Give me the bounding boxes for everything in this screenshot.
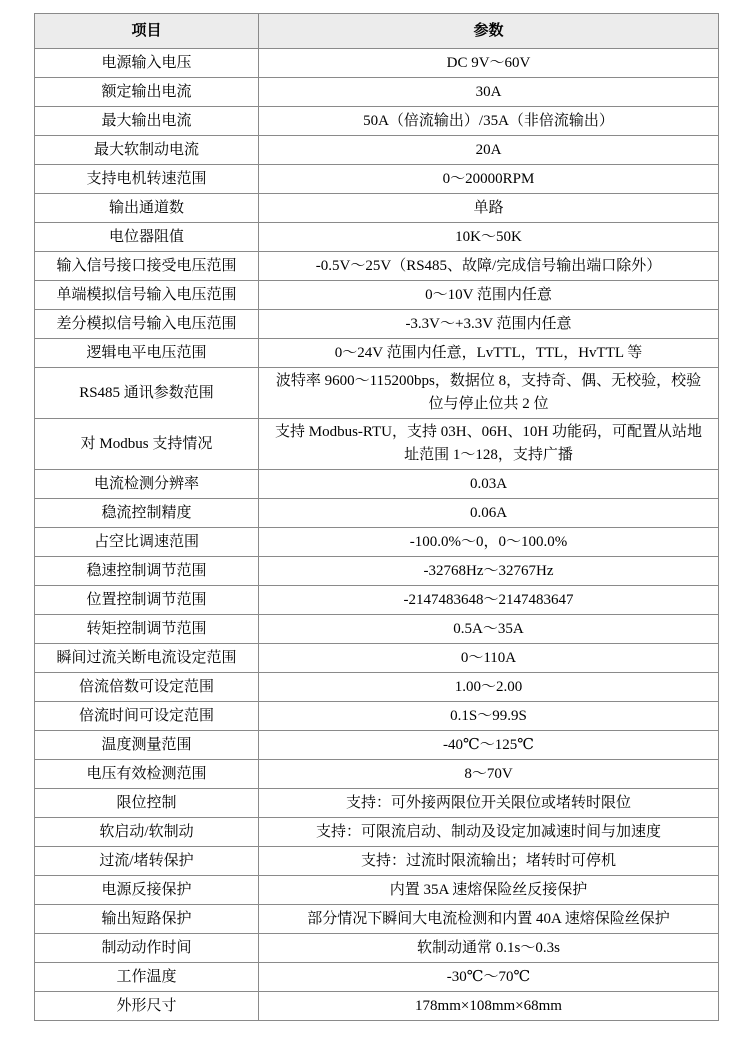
table-row <box>35 107 719 136</box>
spec-value-cell: -100.0%～0，0～100.0% <box>259 528 719 557</box>
table-row <box>35 194 719 223</box>
table-row <box>35 165 719 194</box>
spec-table-header <box>35 14 719 49</box>
spec-value-cell: 单路 <box>259 194 719 223</box>
spec-value-cell: 0.1S～99.9S <box>259 702 719 731</box>
table-row <box>35 368 719 419</box>
spec-value-cell: -3.3V～+3.3V 范围内任意 <box>259 310 719 339</box>
spec-value-cell: 0～20000RPM <box>259 165 719 194</box>
table-row <box>35 528 719 557</box>
spec-item-cell: 限位控制 <box>35 789 259 818</box>
spec-table <box>34 13 719 1021</box>
spec-item-cell: 稳流控制精度 <box>35 499 259 528</box>
spec-value-cell: 30A <box>259 78 719 107</box>
table-row <box>35 470 719 499</box>
spec-item-cell: 逻辑电平电压范围 <box>35 339 259 368</box>
table-row <box>35 78 719 107</box>
spec-value-cell: 0～10V 范围内任意 <box>259 281 719 310</box>
spec-item-cell: 温度测量范围 <box>35 731 259 760</box>
spec-item-cell: 外形尺寸 <box>35 992 259 1021</box>
spec-item-cell: 最大软制动电流 <box>35 136 259 165</box>
spec-value-cell: 部分情况下瞬间大电流检测和内置 40A 速熔保险丝保护 <box>259 905 719 934</box>
spec-value-cell: 50A（倍流输出）/35A（非倍流输出） <box>259 107 719 136</box>
spec-value-cell: 8～70V <box>259 760 719 789</box>
spec-item-cell: RS485 通讯参数范围 <box>35 368 259 419</box>
spec-item-cell: 位置控制调节范围 <box>35 586 259 615</box>
spec-value-cell: 0.5A～35A <box>259 615 719 644</box>
table-row <box>35 339 719 368</box>
spec-value-cell: 20A <box>259 136 719 165</box>
table-row <box>35 223 719 252</box>
spec-value-cell: -32768Hz～32767Hz <box>259 557 719 586</box>
table-row <box>35 992 719 1021</box>
table-row <box>35 252 719 281</box>
spec-value-cell: 支持：过流时限流输出；堵转时可停机 <box>259 847 719 876</box>
table-row <box>35 963 719 992</box>
header-cell-item: 项目 <box>35 14 259 49</box>
table-row <box>35 905 719 934</box>
table-row <box>35 760 719 789</box>
spec-item-cell: 额定输出电流 <box>35 78 259 107</box>
table-row <box>35 419 719 470</box>
table-row <box>35 731 719 760</box>
spec-item-cell: 输出通道数 <box>35 194 259 223</box>
table-row <box>35 499 719 528</box>
spec-item-cell: 电源输入电压 <box>35 49 259 78</box>
spec-value-cell: 0～24V 范围内任意，LvTTL，TTL，HvTTL 等 <box>259 339 719 368</box>
header-cell-param: 参数 <box>259 14 719 49</box>
spec-item-cell: 输出短路保护 <box>35 905 259 934</box>
spec-value-cell: 支持 Modbus-RTU，支持 03H、06H、10H 功能码，可配置从站地址范围 1～128，支持广播 <box>259 419 719 470</box>
spec-item-cell: 电位器阻值 <box>35 223 259 252</box>
spec-item-cell: 制动动作时间 <box>35 934 259 963</box>
spec-item-cell: 倍流时间可设定范围 <box>35 702 259 731</box>
table-row <box>35 934 719 963</box>
spec-item-cell: 占空比调速范围 <box>35 528 259 557</box>
spec-value-cell: 0～110A <box>259 644 719 673</box>
table-row <box>35 49 719 78</box>
spec-item-cell: 工作温度 <box>35 963 259 992</box>
spec-value-cell: 支持：可外接两限位开关限位或堵转时限位 <box>259 789 719 818</box>
spec-item-cell: 输入信号接口接受电压范围 <box>35 252 259 281</box>
spec-item-cell: 最大输出电流 <box>35 107 259 136</box>
spec-item-cell: 过流/堵转保护 <box>35 847 259 876</box>
spec-value-cell: DC 9V～60V <box>259 49 719 78</box>
spec-item-cell: 电压有效检测范围 <box>35 760 259 789</box>
spec-value-cell: 0.06A <box>259 499 719 528</box>
spec-value-cell: 10K～50K <box>259 223 719 252</box>
spec-value-cell: 波特率 9600～115200bps，数据位 8，支持奇、偶、无校验，校验位与停止位共 2 位 <box>259 368 719 419</box>
spec-item-cell: 稳速控制调节范围 <box>35 557 259 586</box>
spec-item-cell: 对 Modbus 支持情况 <box>35 419 259 470</box>
table-row <box>35 281 719 310</box>
spec-item-cell: 转矩控制调节范围 <box>35 615 259 644</box>
spec-value-cell: -2147483648～2147483647 <box>259 586 719 615</box>
spec-item-cell: 瞬间过流关断电流设定范围 <box>35 644 259 673</box>
header-row <box>35 14 719 49</box>
spec-value-cell: -0.5V～25V（RS485、故障/完成信号输出端口除外） <box>259 252 719 281</box>
spec-item-cell: 倍流倍数可设定范围 <box>35 673 259 702</box>
table-row <box>35 557 719 586</box>
spec-value-cell: 0.03A <box>259 470 719 499</box>
table-row <box>35 615 719 644</box>
spec-item-cell: 支持电机转速范围 <box>35 165 259 194</box>
table-row <box>35 644 719 673</box>
spec-value-cell: 178mm×108mm×68mm <box>259 992 719 1021</box>
spec-item-cell: 电流检测分辨率 <box>35 470 259 499</box>
spec-table-body <box>35 49 719 1021</box>
table-row <box>35 136 719 165</box>
table-row <box>35 789 719 818</box>
table-row <box>35 586 719 615</box>
spec-value-cell: 支持：可限流启动、制动及设定加减速时间与加速度 <box>259 818 719 847</box>
spec-value-cell: -40℃～125℃ <box>259 731 719 760</box>
table-row <box>35 847 719 876</box>
spec-item-cell: 差分模拟信号输入电压范围 <box>35 310 259 339</box>
table-row <box>35 876 719 905</box>
table-row <box>35 673 719 702</box>
spec-value-cell: 1.00～2.00 <box>259 673 719 702</box>
spec-value-cell: 软制动通常 0.1s～0.3s <box>259 934 719 963</box>
spec-item-cell: 软启动/软制动 <box>35 818 259 847</box>
spec-value-cell: 内置 35A 速熔保险丝反接保护 <box>259 876 719 905</box>
table-row <box>35 310 719 339</box>
spec-value-cell: -30℃～70℃ <box>259 963 719 992</box>
table-row <box>35 818 719 847</box>
spec-item-cell: 电源反接保护 <box>35 876 259 905</box>
spec-item-cell: 单端模拟信号输入电压范围 <box>35 281 259 310</box>
table-row <box>35 702 719 731</box>
